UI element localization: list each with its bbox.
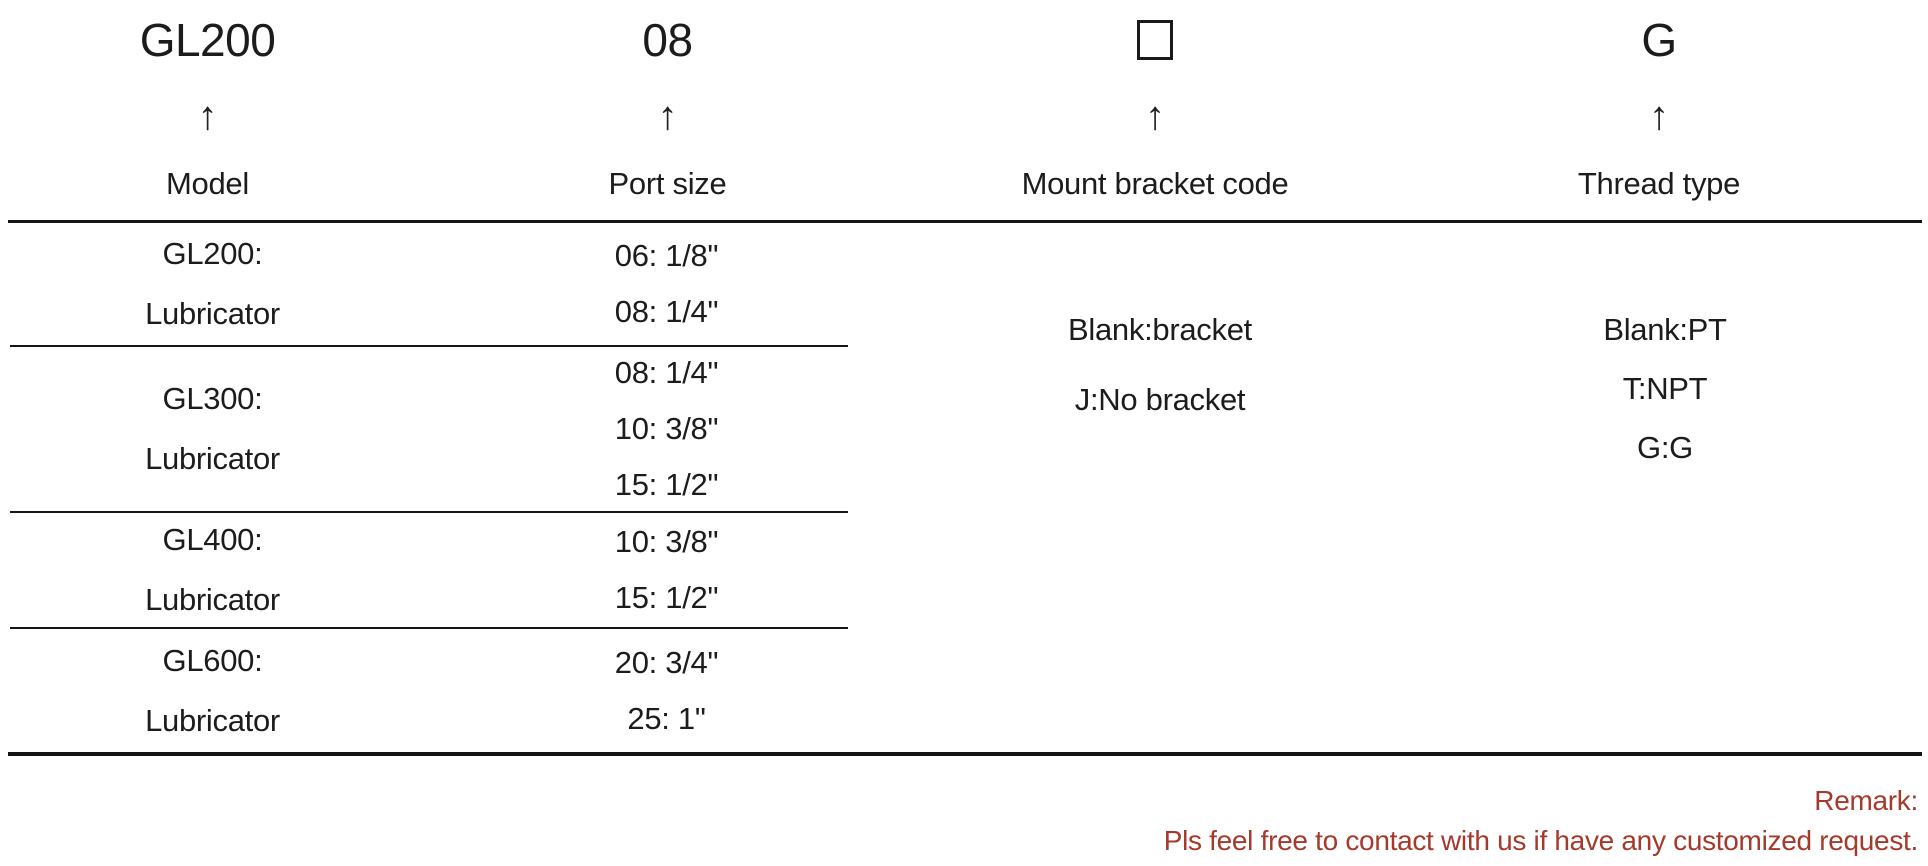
table-row: [10, 223, 848, 347]
model-cell: [10, 629, 415, 752]
model-cell: [10, 513, 415, 627]
port-option: 10: 3/8": [614, 411, 719, 446]
code-segment-port-size: [415, 10, 920, 70]
thread-type-option: G:G: [1637, 430, 1693, 465]
code-segment-model: [0, 10, 415, 70]
table-row: [10, 347, 848, 513]
port-option: 15: 1/2": [614, 580, 719, 615]
port-option: 08: 1/4": [614, 294, 719, 329]
port-cell: [415, 629, 848, 752]
port-option: 06: 1/8": [614, 238, 719, 273]
up-arrow-icon: ↑: [657, 94, 678, 138]
model-name: GL400:: [162, 522, 263, 557]
model-cell: [10, 347, 415, 511]
code-segment-thread-type: [1390, 10, 1928, 70]
up-arrow-icon: ↑: [197, 94, 218, 138]
arrows-row: [0, 92, 1928, 140]
model-code: GL200: [139, 14, 276, 66]
code-segment-mount-bracket: [920, 10, 1390, 70]
label-mount-bracket-code: Mount bracket code: [1021, 166, 1289, 201]
table-row: [10, 629, 848, 752]
thread-type-options: [1495, 312, 1835, 466]
port-size-code: 08: [642, 14, 693, 66]
mount-bracket-options: [980, 312, 1340, 418]
remark-block: [1164, 785, 1918, 857]
up-arrow-icon: ↑: [1145, 94, 1165, 138]
port-option: 10: 3/8": [614, 524, 719, 559]
model-port-table: [10, 223, 848, 752]
remark-title: Remark:: [1814, 785, 1918, 816]
label-model: Model: [166, 166, 249, 201]
thread-type-code: G: [1641, 14, 1677, 66]
model-type: Lubricator: [145, 702, 280, 738]
port-cell: [415, 223, 848, 345]
up-arrow-icon: ↑: [1649, 94, 1669, 138]
model-type: Lubricator: [145, 582, 280, 617]
remark-text: Pls feel free to contact with us if have any customized request.: [1163, 825, 1918, 856]
port-option: 20: 3/4": [614, 644, 719, 680]
model-name: GL300:: [162, 381, 263, 416]
table-bottom-line: [8, 752, 1922, 756]
label-port-size: Port size: [608, 166, 727, 201]
model-name: GL200:: [162, 236, 263, 271]
model-name: GL600:: [162, 642, 263, 678]
model-type: Lubricator: [145, 296, 280, 331]
table-row: [10, 513, 848, 629]
segment-labels-row: [0, 162, 1928, 206]
thread-type-option: T:NPT: [1622, 371, 1708, 406]
port-option: 15: 1/2": [614, 467, 719, 502]
port-option: 25: 1": [627, 700, 706, 736]
mount-bracket-option: J:No bracket: [1074, 382, 1246, 417]
label-thread-type: Thread type: [1577, 166, 1741, 201]
port-cell: [415, 347, 848, 511]
port-option: 08: 1/4": [614, 355, 719, 390]
model-type: Lubricator: [145, 441, 280, 476]
thread-type-option: Blank:PT: [1603, 312, 1727, 347]
model-cell: [10, 223, 415, 345]
mount-bracket-option: Blank:bracket: [1068, 312, 1252, 347]
port-cell: [415, 513, 848, 627]
code-segments-row: [0, 10, 1928, 70]
blank-box-icon: [1137, 20, 1173, 60]
